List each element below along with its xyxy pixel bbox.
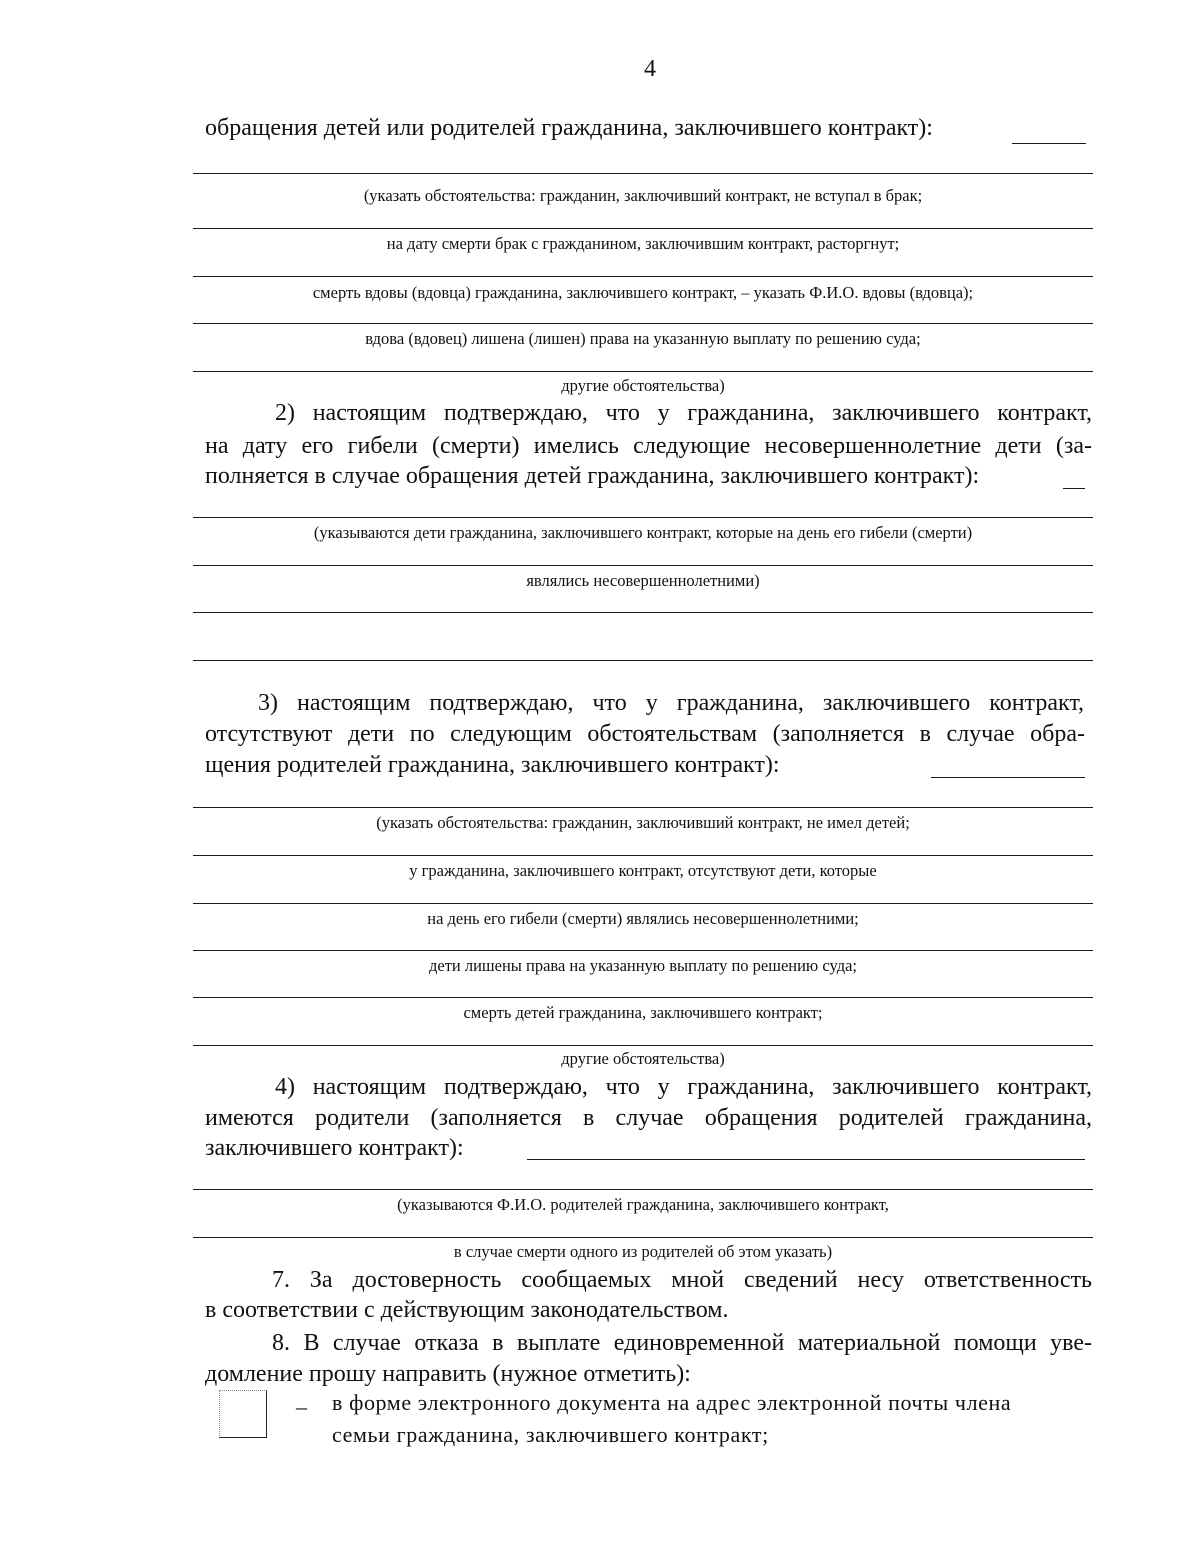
fill-line[interactable] xyxy=(193,276,1093,277)
fill-line[interactable] xyxy=(193,1237,1093,1238)
caption: в случае смерти одного из родителей об этом указать) xyxy=(453,1242,833,1261)
fill-line[interactable] xyxy=(193,1189,1093,1190)
fill-line[interactable] xyxy=(193,517,1093,518)
paragraph-line: в соответствии с действующим законодательством. xyxy=(205,1297,729,1323)
fill-line[interactable] xyxy=(193,371,1093,372)
fill-line[interactable] xyxy=(193,1045,1093,1046)
paragraph-line: домление прошу направить (нужное отметить): xyxy=(205,1361,691,1387)
paragraph-line: 2) настоящим подтверждаю, что у гражданина, заключившего контракт, xyxy=(275,400,1092,426)
paragraph-line: 7. За достоверность сообщаемых мной сведений несу ответственность xyxy=(272,1267,1092,1293)
fill-line[interactable] xyxy=(193,903,1093,904)
caption: на день его гибели (смерти) являлись несовершеннолетними; xyxy=(427,909,859,928)
caption: (указываются дети гражданина, заключившего контракт, которые на день его гибели (смерти) xyxy=(313,523,973,542)
fill-blank[interactable] xyxy=(931,777,1085,778)
fill-line[interactable] xyxy=(193,997,1093,998)
caption: (указать обстоятельства: гражданин, заключивший контракт, не имел детей; xyxy=(376,813,910,832)
caption: являлись несовершеннолетними) xyxy=(526,571,760,590)
caption: другие обстоятельства) xyxy=(561,1049,725,1068)
fill-blank[interactable] xyxy=(1063,488,1085,489)
caption: смерть детей гражданина, заключившего контракт; xyxy=(463,1003,823,1022)
fill-line[interactable] xyxy=(193,173,1093,174)
caption: (указать обстоятельства: гражданин, заключивший контракт, не вступал в брак; xyxy=(363,186,923,205)
fill-line[interactable] xyxy=(193,228,1093,229)
fill-line[interactable] xyxy=(193,950,1093,951)
paragraph-line: имеются родители (заполняется в случае обращения родителей гражданина, xyxy=(205,1105,1092,1131)
fill-line[interactable] xyxy=(193,323,1093,324)
paragraph-line: отсутствуют дети по следующим обстоятельствам (заполняется в случае обра- xyxy=(205,721,1085,747)
caption: дети лишены права на указанную выплату по решению суда; xyxy=(428,956,857,975)
caption: (указываются Ф.И.О. родителей гражданина, заключившего контракт, xyxy=(397,1195,889,1214)
caption: другие обстоятельства) xyxy=(561,376,725,395)
paragraph-line: полняется в случае обращения детей гражданина, заключившего контракт): xyxy=(205,463,980,489)
fill-line[interactable] xyxy=(193,612,1093,613)
caption: у гражданина, заключившего контракт, отсутствуют дети, которые xyxy=(409,861,877,880)
caption: смерть вдовы (вдовца) гражданина, заключившего контракт, – указать Ф.И.О. вдовы (вдовца); xyxy=(312,283,974,302)
option-dash: – xyxy=(296,1394,307,1419)
fill-blank[interactable] xyxy=(1012,143,1086,144)
email-option-checkbox[interactable] xyxy=(219,1390,267,1438)
paragraph-line: заключившего контракт): xyxy=(205,1135,464,1161)
option-label-line: в форме электронного документа на адрес электронной почты члена xyxy=(332,1390,1012,1415)
fill-line[interactable] xyxy=(193,855,1093,856)
option-label-line: семьи гражданина, заключившего контракт; xyxy=(332,1422,769,1447)
paragraph-line: 3) настоящим подтверждаю, что у гражданина, заключившего контракт, xyxy=(258,690,1084,716)
caption: вдова (вдовец) лишена (лишен) права на указанную выплату по решению суда; xyxy=(365,329,921,348)
page-number: 4 xyxy=(644,56,656,82)
paragraph-line: 4) настоящим подтверждаю, что у гражданина, заключившего контракт, xyxy=(275,1074,1092,1100)
fill-line[interactable] xyxy=(193,660,1093,661)
fill-line[interactable] xyxy=(193,807,1093,808)
text-line: обращения детей или родителей гражданина, заключившего контракт): xyxy=(205,115,933,141)
paragraph-line: на дату его гибели (смерти) имелись следующие несовершеннолетние дети (за- xyxy=(205,433,1092,459)
fill-line[interactable] xyxy=(193,565,1093,566)
fill-blank[interactable] xyxy=(527,1159,1085,1160)
caption: на дату смерти брак с гражданином, заключившим контракт, расторгнут; xyxy=(386,234,900,253)
paragraph-line: 8. В случае отказа в выплате единовременной материальной помощи уве- xyxy=(272,1330,1092,1356)
paragraph-line: щения родителей гражданина, заключившего контракт): xyxy=(205,752,780,778)
